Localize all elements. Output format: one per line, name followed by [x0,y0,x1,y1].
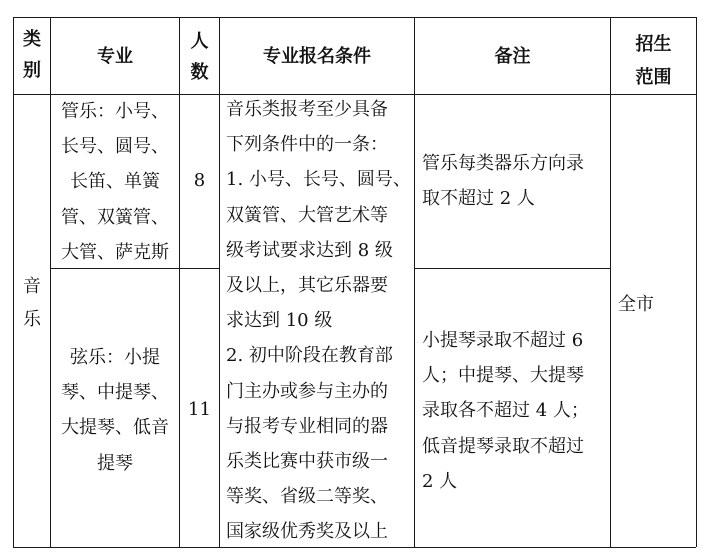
condition-line: 乐类比赛中获市级一 [226,451,388,473]
major-line: 弦乐：小提 [70,347,160,368]
row-divider-remarks [414,268,610,269]
range-cell [618,288,694,322]
header-remarks-text: 备注 [494,46,531,67]
condition-line: 下列条件中的一条： [226,134,388,156]
header-conditions-text: 专业报名条件 [263,46,371,67]
header-count [180,26,219,88]
condition-line: 双簧管、大管艺术等 [226,204,388,226]
count-brass-text: 8 [193,170,206,191]
table-border-top [13,17,696,18]
condition-line: 音乐类报考至少具备 [226,99,388,120]
remark-line: 小提琴录取不超过 6 [422,330,584,351]
header-remarks [415,44,610,70]
count-strings [180,393,219,427]
col-divider-2 [179,17,180,547]
remark-line: 取不超过 2 人 [422,188,535,210]
col-divider-3 [219,17,220,547]
header-conditions [220,44,414,70]
condition-line: 2. 初中阶段在教育部 [226,345,393,367]
condition-line: 国家级优秀奖及以上 [226,521,388,543]
range-text: 全市 [618,294,654,315]
remark-line: 低音提琴录取不超过 [422,435,584,457]
col-divider-4 [414,17,415,547]
remark-line: 录取各不超过 4 人； [422,400,589,422]
header-major [51,44,179,70]
remark-line: 2 人 [422,470,458,492]
condition-line: 求达到 10 级 [226,310,333,332]
remarks-strings [422,323,608,499]
remark-line: 管乐每类器乐方向录 [422,153,584,174]
header-category-text: 类别 [23,29,41,81]
conditions-cell [226,92,414,550]
condition-line: 及以上，其它乐器要 [226,275,388,297]
condition-line: 级考试要求达到 8 级 [226,239,393,261]
condition-line: 等奖、省级二等奖、 [226,486,388,508]
header-category [15,24,49,86]
header-count-text: 人数 [190,31,209,83]
remarks-brass [422,146,608,216]
count-strings-text: 11 [188,399,211,420]
major-strings [51,340,179,481]
major-line: 大提琴、低音 [61,417,169,439]
major-line: 管乐：小号、 [61,101,169,122]
remark-line: 人；中提琴、大提琴 [422,365,584,387]
major-brass [51,94,179,270]
category-cell [15,270,49,336]
major-line: 长号、圆号、 [61,136,169,158]
condition-line: 门主办或参与主办的 [226,380,388,402]
col-divider-5 [610,17,611,547]
header-range-text: 招生范围 [635,34,672,88]
count-brass [180,164,219,198]
table-border-right [696,17,697,547]
table-border-left [13,17,14,547]
major-line: 大管、萨克斯 [61,241,169,263]
condition-line: 与报考专业相同的器 [226,415,388,437]
header-major-text: 专业 [97,46,133,67]
major-line: 琴、中提琴、 [61,382,169,404]
major-line: 长笛、单簧 [70,171,160,193]
category-text: 音乐 [23,276,41,330]
header-range [611,28,696,94]
condition-line: 1. 小号、长号、圆号、 [226,169,411,191]
major-line: 管、双簧管、 [61,206,169,228]
major-line: 提琴 [97,452,133,474]
